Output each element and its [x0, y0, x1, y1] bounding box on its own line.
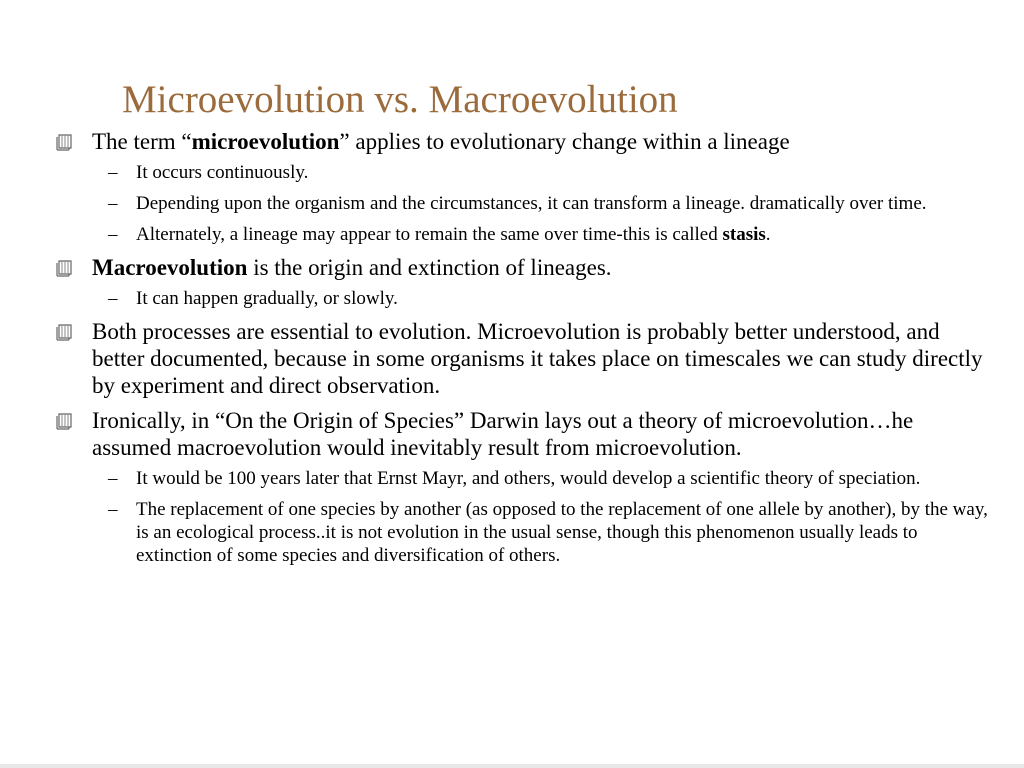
bullet-text-post: is the origin and extinction of lineages. [247, 255, 612, 280]
bullet-item [52, 318, 992, 399]
sub-bullet-text-bold: stasis [722, 224, 766, 245]
bullet-text-bold: microevolution [191, 129, 340, 154]
dash-marker: – [108, 499, 118, 520]
sub-bullet-text-pre: Alternately, a lineage may appear to remain the same over time-this is called [136, 224, 723, 245]
slide-title: Microevolution vs. Macroevolution [122, 78, 678, 121]
sub-bullet-item [52, 498, 992, 567]
book-pages-icon [54, 260, 74, 278]
sub-bullet-list [52, 287, 992, 310]
sub-bullet-text: It can happen gradually, or slowly. [136, 288, 398, 309]
dash-marker: – [108, 288, 118, 309]
book-pages-icon [54, 324, 74, 342]
sub-bullet-item [52, 161, 992, 184]
bullet-item [52, 128, 992, 155]
bullet-item [52, 407, 992, 461]
bullet-text: Both processes are essential to evolution. Microevolution is probably better understood, and better documented, because in some organisms it takes place on timescales we can study directly by experiment and direct observation. [92, 319, 983, 398]
bullet-item [52, 254, 992, 281]
sub-bullet-item [52, 467, 992, 490]
sub-bullet-text: Depending upon the organism and the circumstances, it can transform a lineage. dramatically over time. [136, 193, 927, 214]
sub-bullet-text-post: . [765, 224, 771, 245]
sub-bullet-list [52, 467, 992, 567]
sub-bullet-item [52, 223, 992, 246]
bullet-text-post: ” applies to evolutionary change within a lineage [339, 129, 790, 154]
dash-marker: – [108, 193, 118, 214]
dash-marker: – [108, 162, 118, 183]
footer-divider [0, 764, 1024, 768]
dash-marker: – [108, 468, 118, 489]
sub-bullet-item [52, 192, 992, 215]
book-pages-icon [54, 413, 74, 431]
sub-bullet-item [52, 287, 992, 310]
sub-bullet-list [52, 161, 992, 246]
bullet-text: Ironically, in “On the Origin of Species” Darwin lays out a theory of microevolution…he assumed macroevolution would inevitably result from microevolution. [92, 408, 914, 460]
sub-bullet-text: It would be 100 years later that Ernst Mayr, and others, would develop a scientific theory of speciation. [136, 468, 921, 489]
sub-bullet-text: The replacement of one species by another (as opposed to the replacement of one allele by another), by the way, is an ecological process..it is not evolution in the usual sense, though this phenomenon usually leads to extinction of some species and diversification of others. [136, 499, 988, 566]
bullet-text-bold: Macroevolution [92, 255, 248, 280]
slide-content [52, 128, 992, 567]
dash-marker: – [108, 224, 118, 245]
sub-bullet-text: It occurs continuously. [136, 162, 309, 183]
book-pages-icon [54, 134, 74, 152]
bullet-text-pre: The term “ [92, 129, 192, 154]
